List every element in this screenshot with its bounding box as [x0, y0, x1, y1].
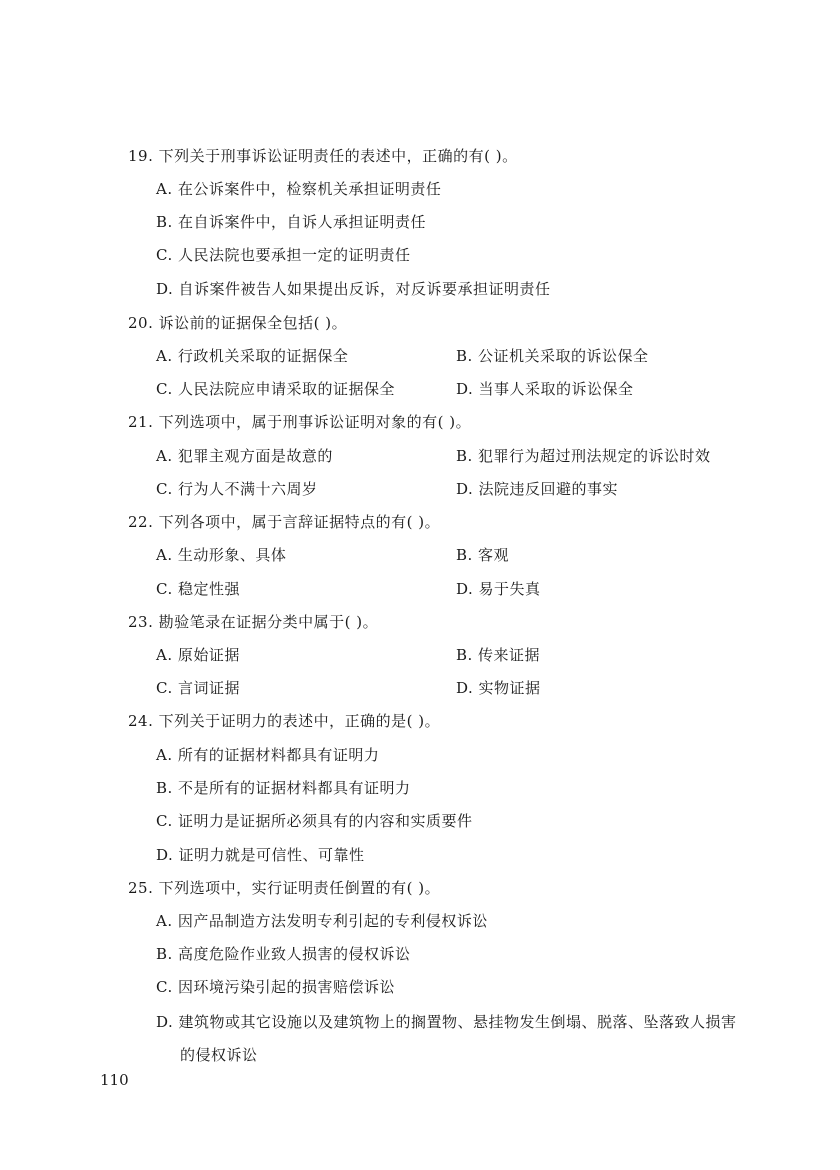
question-23-stem: 23. 勘验笔录在证据分类中属于( )。 — [128, 613, 379, 631]
question-21-option-a: A. 犯罪主观方面是故意的 — [156, 447, 333, 465]
question-20-option-a: A. 行政机关采取的证据保全 — [156, 347, 349, 365]
question-19-option-b: B. 在自诉案件中，自诉人承担证明责任 — [156, 213, 427, 231]
question-25-stem: 25. 下列选项中，实行证明责任倒置的有( )。 — [128, 879, 441, 897]
page-number: 110 — [100, 1071, 129, 1089]
question-23-option-d: D. 实物证据 — [456, 679, 541, 697]
question-19-stem: 19. 下列关于刑事诉讼证明责任的表述中，正确的有( )。 — [128, 147, 518, 165]
question-20-option-b: B. 公证机关采取的诉讼保全 — [456, 347, 649, 365]
question-24-stem: 24. 下列关于证明力的表述中，正确的是( )。 — [128, 712, 441, 730]
question-23-option-b: B. 传来证据 — [456, 646, 541, 664]
question-25-option-c: C. 因环境污染引起的损害赔偿诉讼 — [156, 978, 395, 996]
question-23-option-a: A. 原始证据 — [156, 646, 240, 664]
question-25-option-d-continuation: 的侵权诉讼 — [180, 1046, 258, 1064]
question-24-option-a: A. 所有的证据材料都具有证明力 — [156, 746, 380, 764]
question-21-option-b: B. 犯罪行为超过刑法规定的诉讼时效 — [456, 447, 711, 465]
question-25-option-b: B. 高度危险作业致人损害的侵权诉讼 — [156, 945, 411, 963]
question-21-option-c: C. 行为人不满十六周岁 — [156, 480, 318, 498]
question-21-stem: 21. 下列选项中，属于刑事诉讼证明对象的有( )。 — [128, 413, 472, 431]
question-22-option-b: B. 客观 — [456, 546, 510, 564]
question-23-option-c: C. 言词证据 — [156, 679, 240, 697]
question-25-option-a: A. 因产品制造方法发明专利引起的专利侵权诉讼 — [156, 912, 488, 930]
question-21-option-d: D. 法院违反回避的事实 — [456, 480, 619, 498]
question-20-stem: 20. 诉讼前的证据保全包括( )。 — [128, 314, 348, 332]
question-19-option-c: C. 人民法院也要承担一定的证明责任 — [156, 246, 411, 264]
question-24-option-b: B. 不是所有的证据材料都具有证明力 — [156, 779, 411, 797]
question-20-option-d: D. 当事人采取的诉讼保全 — [456, 380, 634, 398]
question-19-option-a: A. 在公诉案件中，检察机关承担证明责任 — [156, 180, 442, 198]
question-24-option-d: D. 证明力就是可信性、可靠性 — [156, 846, 365, 864]
question-19-option-d: D. 自诉案件被告人如果提出反诉，对反诉要承担证明责任 — [156, 280, 551, 298]
question-22-option-a: A. 生动形象、具体 — [156, 546, 287, 564]
question-22-option-d: D. 易于失真 — [456, 580, 541, 598]
question-22-option-c: C. 稳定性强 — [156, 580, 240, 598]
question-20-option-c: C. 人民法院应申请采取的证据保全 — [156, 380, 395, 398]
question-22-stem: 22. 下列各项中，属于言辞证据特点的有( )。 — [128, 513, 441, 531]
question-24-option-c: C. 证明力是证据所必须具有的内容和实质要件 — [156, 812, 473, 830]
question-25-option-d: D. 建筑物或其它设施以及建筑物上的搁置物、悬挂物发生倒塌、脱落、坠落致人损害 — [156, 1013, 737, 1031]
